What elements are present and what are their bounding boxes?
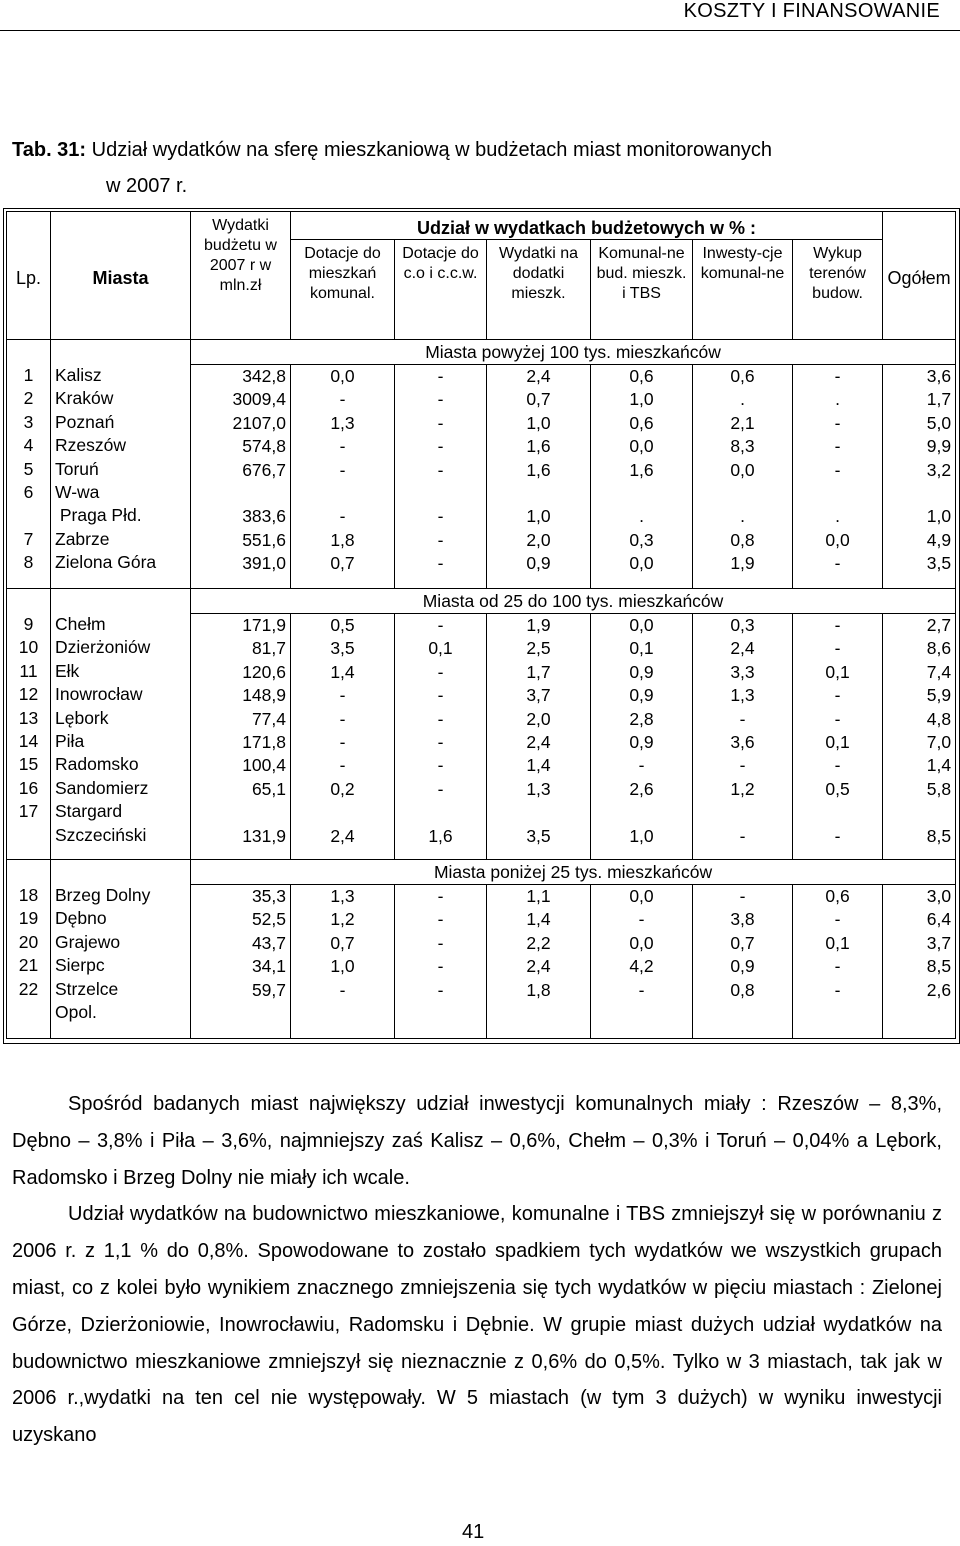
section2-kom-bud: 0,0 0,1 0,9 0,9 2,8 0,9 - 2,6 1,0 <box>591 614 693 860</box>
section3-dot-mieszk: 1,3 1,2 0,7 1,0 - <box>291 885 395 1039</box>
section2-dot-co: - 0,1 - - - - - - 1,6 <box>395 614 487 860</box>
col-header-lp: Lp. <box>7 212 51 340</box>
col-header-wydatki: Wydatki budżetu w 2007 r w mln.zł <box>191 212 291 340</box>
page-number: 41 <box>462 1521 485 1543</box>
section2-ogolem: 2,7 8,6 7,4 5,9 4,8 7,0 1,4 5,8 8,5 <box>883 614 956 860</box>
section2-dot-mieszk: 0,5 3,5 1,4 - - - - 0,2 2,4 <box>291 614 395 860</box>
section1-ogolem: 3,6 1,7 5,0 9,9 3,2 1,0 4,9 3,5 <box>883 365 956 589</box>
data-table-frame <box>3 208 960 1044</box>
section2-title-cell <box>191 589 956 614</box>
group-header: Udział w wydatkach budżetowych w % : <box>291 212 883 240</box>
section1-lp: 1 2 3 4 5 6 7 8 <box>7 340 51 589</box>
body-text <box>12 1086 942 1454</box>
section1-wykup: - . - - - . 0,0 - <box>793 365 883 589</box>
section1-title-cell <box>191 340 956 365</box>
section3-miasta: Brzeg Dolny Dębno Grajewo Sierpc Strzelce Opol. <box>51 860 191 1039</box>
col-header-ogolem: Ogółem <box>883 212 956 340</box>
section2-wykup: - - 0,1 - - 0,1 - 0,5 - <box>793 614 883 860</box>
running-header-text: KOSZTY I FINANSOWANIE <box>683 0 940 22</box>
col-header-kom-bud: Komunal-ne bud. mieszk. i TBS <box>591 240 693 340</box>
section2-miasta: Chełm Dzierżoniów Ełk Inowrocław Lębork Piła Radomsko Sandomierz Stargard Szczeciński <box>51 589 191 860</box>
section3-wydatki: 35,3 52,5 43,7 34,1 59,7 <box>191 885 291 1039</box>
section1-wydatki: 342,8 3009,4 2107,0 574,8 676,7 383,6 551,6 391,0 <box>191 365 291 589</box>
col-header-wykup: Wykup terenów budow. <box>793 240 883 340</box>
caption-line1: Udział wydatków na sferę mieszkaniową w budżetach miast monitorowanych <box>86 139 772 161</box>
data-table <box>6 211 956 1039</box>
section3-lp: 18 19 20 21 22 <box>7 860 51 1039</box>
section1-kom-bud: 0,6 1,0 0,6 0,0 1,6 . 0,3 0,0 <box>591 365 693 589</box>
section2-wydatki: 171,9 81,7 120,6 148,9 77,4 171,8 100,4 65,1 131,9 <box>191 614 291 860</box>
section3-wyd-dod: 1,1 1,4 2,2 2,4 1,8 <box>487 885 591 1039</box>
section1-dot-mieszk: 0,0 - 1,3 - - - 1,8 0,7 <box>291 365 395 589</box>
running-header <box>0 0 960 31</box>
section2-title: Miasta od 25 do 100 tys. mieszkańców <box>422 591 724 611</box>
caption-prefix: Tab. 31: <box>12 139 87 161</box>
caption-line2: w 2007 r. <box>106 175 188 197</box>
paragraph-1: Spośród badanych miast największy udział inwestycji komunalnych miały : Rzeszów – 8,3%, Dębno – 3,8% i Piła – 3,6%, najmniejszy zaś Kalisz – 0,6%, Chełm – 0,3% i Toruń – 0,04% a Lębork, Radomsko i Brzeg Dolny nie miały ich wcale. <box>12 1093 942 1189</box>
section2-lp: 9 10 11 12 13 14 15 16 17 <box>7 589 51 860</box>
col-header-wyd-dod: Wydatki na dodatki mieszk. <box>487 240 591 340</box>
section1-dot-co: - - - - - - - - <box>395 365 487 589</box>
col-header-inwest: Inwesty-cje komunal-ne <box>693 240 793 340</box>
section3-title-cell <box>191 860 956 885</box>
section1-title: Miasta powyżej 100 tys. mieszkańców <box>425 342 721 362</box>
section3-dot-co: - - - - - <box>395 885 487 1039</box>
section1-miasta: Kalisz Kraków Poznań Rzeszów Toruń W-wa Praga Płd. Zabrze Zielona Góra <box>51 340 191 589</box>
section3-inwest: - 3,8 0,7 0,9 0,8 <box>693 885 793 1039</box>
paragraph-2: Udział wydatków na budownictwo mieszkaniowe, komunalne i TBS zmniejszył się w porównaniu z 2006 r. z 1,1 % do 0,8%. Spowodowane to zostało spadkiem tych wydatków we wszystkich grupach miast, co z kolei było wynikiem znacznego zmniejszenia się tych wydatków w pięciu miastach : Zielonej Górze, Dzierżoniowie, Inowrocławiu, Radomsku i Dębnie. W grupie miast dużych udział wydatków na budownictwo mieszkaniowe zmniejszył się nieznacznie z 0,6% do 0,5%. Tylko w 3 miastach, tak jak w 2006 r.,wydatki na ten cel nie występowały. W 5 miastach (w tym 3 dużych) w wyniku inwestycji uzyskano <box>12 1203 942 1447</box>
col-header-dot-mieszk: Dotacje do mieszkań komunal. <box>291 240 395 340</box>
section3-title: Miasta poniżej 25 tys. mieszkańców <box>433 862 713 882</box>
col-header-dot-co: Dotacje do c.o i c.c.w. <box>395 240 487 340</box>
col-header-miasta: Miasta <box>51 212 191 340</box>
table-caption <box>12 132 912 204</box>
section1-wyd-dod: 2,4 0,7 1,0 1,6 1,6 1,0 2,0 0,9 <box>487 365 591 589</box>
section2-inwest: 0,3 2,4 3,3 1,3 - 3,6 - 1,2 - <box>693 614 793 860</box>
section2-wyd-dod: 1,9 2,5 1,7 3,7 2,0 2,4 1,4 1,3 3,5 <box>487 614 591 860</box>
section3-kom-bud: 0,0 - 0,0 4,2 - <box>591 885 693 1039</box>
section3-wykup: 0,6 - 0,1 - - <box>793 885 883 1039</box>
section3-ogolem: 3,0 6,4 3,7 8,5 2,6 <box>883 885 956 1039</box>
section1-inwest: 0,6 . 2,1 8,3 0,0 . 0,8 1,9 <box>693 365 793 589</box>
